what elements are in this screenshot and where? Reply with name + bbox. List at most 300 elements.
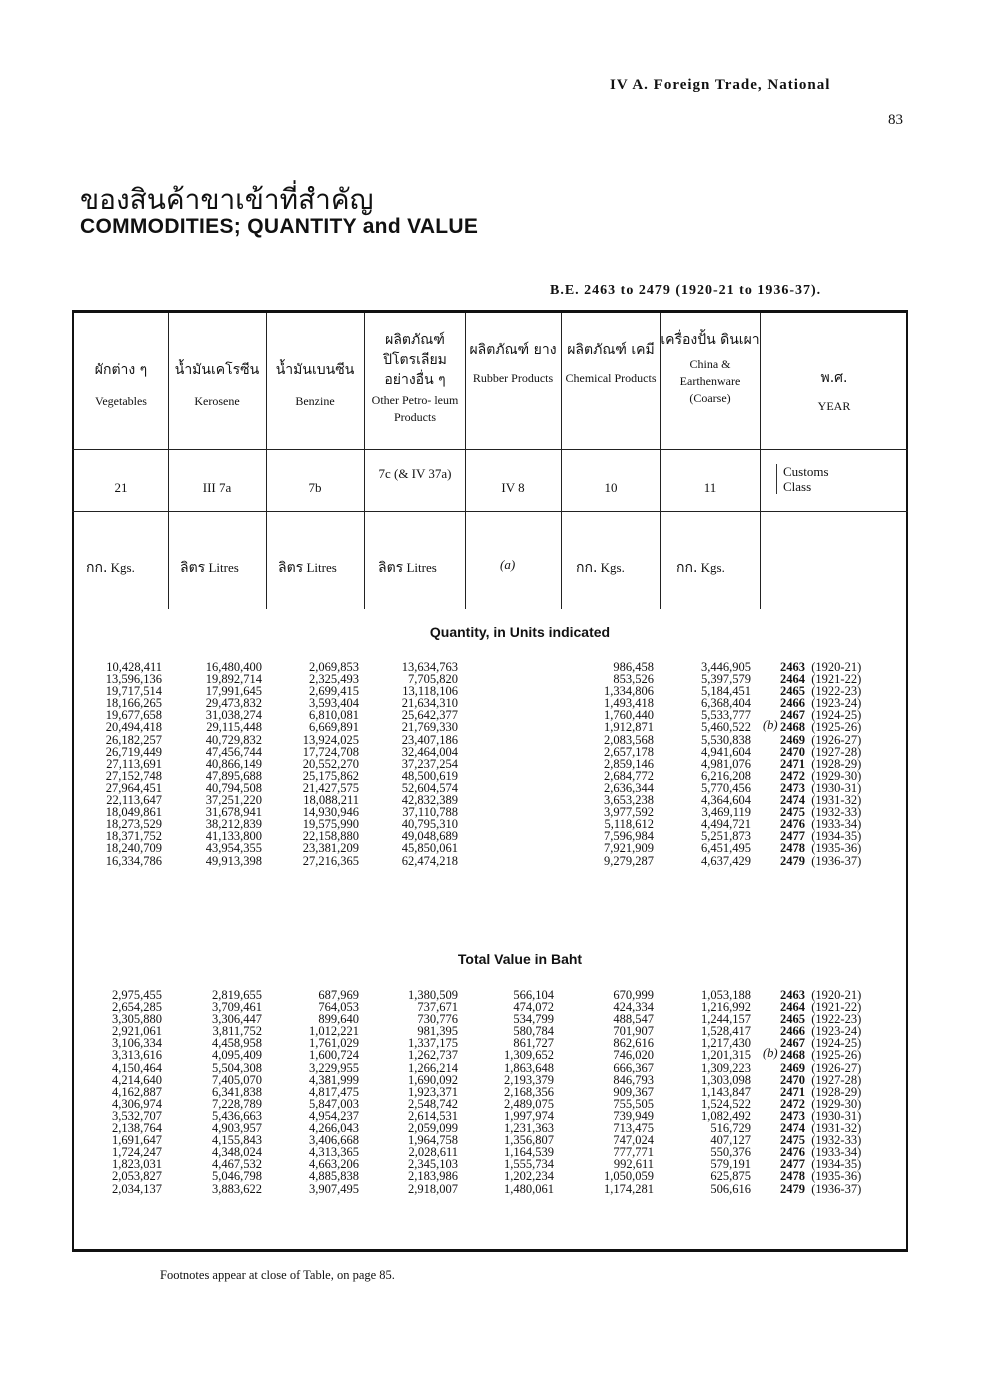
year-cell: 2475 (1932-33) xyxy=(780,1133,862,1148)
table-cell: 2,657,178 xyxy=(604,744,654,759)
table-cell: 6,216,208 xyxy=(701,768,751,783)
table-cell: 5,046,798 xyxy=(212,1169,262,1184)
table-cell: 5,118,612 xyxy=(604,817,654,832)
table-cell: 1,997,974 xyxy=(504,1108,554,1123)
table-cell: 2,325,493 xyxy=(309,672,359,687)
table-cell: 1,012,221 xyxy=(309,1024,359,1039)
col-header-rubber xyxy=(466,340,560,387)
table-cell: 32,464,004 xyxy=(401,744,458,759)
table-cell: 747,024 xyxy=(613,1133,654,1148)
table-cell: 1,761,029 xyxy=(309,1036,359,1051)
column-divider xyxy=(168,313,169,609)
table-cell: 1,050,059 xyxy=(604,1169,654,1184)
table-cell: 13,634,763 xyxy=(401,660,458,674)
table-cell: 4,817,475 xyxy=(309,1084,359,1099)
table-cell: 4,981,076 xyxy=(701,756,751,771)
table-cell: 666,367 xyxy=(613,1060,654,1075)
table-cell: 861,727 xyxy=(513,1036,554,1051)
table-cell: 4,381,999 xyxy=(309,1072,359,1087)
customs-class: 11 xyxy=(703,480,717,495)
table-cell: 19,677,658 xyxy=(105,708,162,723)
table-cell: 40,794,508 xyxy=(205,780,262,795)
table-cell: 3,883,622 xyxy=(212,1181,262,1196)
table-cell: 18,273,529 xyxy=(105,817,162,832)
col-header-en: Benzine xyxy=(295,394,335,408)
table-cell: 40,866,149 xyxy=(205,756,262,771)
table-cell: 1,528,417 xyxy=(701,1024,751,1039)
table-cell: 37,237,254 xyxy=(401,756,458,771)
table-cell: 1,217,430 xyxy=(701,1036,751,1051)
table-cell: 38,212,839 xyxy=(205,817,262,832)
table-cell: 27,964,451 xyxy=(105,780,162,795)
year-cell: 2463 (1920-21) xyxy=(780,988,862,1002)
table-cell: 506,616 xyxy=(710,1181,751,1196)
unit-label: ลิตร Litres xyxy=(180,560,239,576)
year-cell: 2469 (1926-27) xyxy=(780,732,862,747)
table-cell: 18,049,861 xyxy=(105,805,162,820)
table-cell: 37,251,220 xyxy=(205,793,262,808)
table-cell: 3,229,955 xyxy=(309,1060,359,1075)
table-cell: 27,113,691 xyxy=(106,756,162,771)
table-cell: 5,533,777 xyxy=(701,708,751,723)
table-cell: 1,337,175 xyxy=(408,1036,458,1051)
table-cell: 3,977,592 xyxy=(604,805,654,820)
title-thai: ของสินค้าขาเข้าที่สำคัญ xyxy=(80,183,374,216)
quantity-kerosene-column xyxy=(170,661,262,867)
customs-class: 7c (& IV 37a) xyxy=(378,466,452,481)
customs-class: IV 8 xyxy=(501,480,525,495)
table-cell: 1,231,363 xyxy=(504,1121,554,1136)
table-cell: 3,469,119 xyxy=(701,805,751,820)
table-cell: 7,596,984 xyxy=(604,829,654,844)
table-cell: 1,555,734 xyxy=(504,1157,554,1172)
table-cell: 550,376 xyxy=(710,1145,751,1160)
year-cell: 2473 (1930-31) xyxy=(780,780,862,795)
unit-label: กก. Kgs. xyxy=(676,560,725,576)
table-cell: 701,907 xyxy=(613,1024,654,1039)
table-cell: 1,863,648 xyxy=(504,1060,554,1075)
table-cell: 5,460,522 xyxy=(701,720,751,735)
table-cell: 19,892,714 xyxy=(205,672,262,687)
table-cell: 17,724,708 xyxy=(302,744,359,759)
table-cell: 2,034,137 xyxy=(112,1181,162,1196)
table-cell: 777,771 xyxy=(613,1145,654,1160)
table-cell: 4,637,429 xyxy=(701,853,751,868)
table-cell: 7,228,789 xyxy=(212,1096,262,1111)
table-cell: 16,334,786 xyxy=(105,853,162,868)
table-cell: 5,847,003 xyxy=(309,1096,359,1111)
col-header-thai: น้ำมันเคโรซีน xyxy=(174,362,260,378)
table-cell: 22,113,647 xyxy=(106,793,162,808)
table-cell: 1,760,440 xyxy=(604,708,654,723)
unit-label: ลิตร Litres xyxy=(278,560,337,576)
table-cell: 7,405,070 xyxy=(212,1072,262,1087)
year-cell: 2479 (1936-37) xyxy=(780,853,862,868)
table-cell: 713,475 xyxy=(613,1121,654,1136)
table-cell: 1,143,847 xyxy=(701,1084,751,1099)
table-cell: 1,524,522 xyxy=(701,1096,751,1111)
table-cell: 755,505 xyxy=(613,1096,654,1111)
year-cell: 2469 (1926-27) xyxy=(780,1060,862,1075)
table-cell: 19,717,514 xyxy=(105,684,162,699)
table-cell: 3,446,905 xyxy=(701,660,751,674)
table-cell: 20,494,418 xyxy=(105,720,162,735)
table-cell: 4,306,974 xyxy=(112,1096,162,1111)
quantity-china-column xyxy=(662,661,751,867)
table-cell: 27,216,365 xyxy=(302,853,359,868)
table-cell: 3,653,238 xyxy=(604,793,654,808)
col-header-thai: ผลิตภัณฑ์ เคมี xyxy=(567,342,655,358)
table-cell: 10,428,411 xyxy=(106,660,162,674)
value-benzine-column xyxy=(268,989,359,1195)
quantity-chemical-column xyxy=(564,661,654,867)
table-cell: 2,183,986 xyxy=(408,1169,458,1184)
table-cell: 13,596,136 xyxy=(105,672,162,687)
table-cell: 45,850,061 xyxy=(401,841,458,856)
customs-class: 21 xyxy=(114,480,128,495)
column-divider xyxy=(760,313,761,609)
year-cell: 2479 (1936-37) xyxy=(780,1181,862,1196)
table-cell: 2,193,379 xyxy=(504,1072,554,1087)
table-cell: 23,381,209 xyxy=(302,841,359,856)
table-cell: 2,921,061 xyxy=(112,1024,162,1039)
table-cell: 2,069,853 xyxy=(309,660,359,674)
table-cell: 31,038,274 xyxy=(205,708,262,723)
table-cell: 862,616 xyxy=(613,1036,654,1051)
table-cell: 1,691,647 xyxy=(112,1133,162,1148)
table-cell: 3,313,616 xyxy=(112,1048,162,1063)
year-cell: 2468 (1925-26) xyxy=(780,1048,862,1063)
quantity-vegetables-column xyxy=(76,661,162,867)
table-cell: 1,309,223 xyxy=(701,1060,751,1075)
table-cell: 580,784 xyxy=(513,1024,554,1039)
table-cell: 5,436,663 xyxy=(212,1108,262,1123)
value-chemical-column xyxy=(564,989,654,1195)
table-cell: 2,699,415 xyxy=(309,684,359,699)
year-note: (b) xyxy=(763,1046,778,1060)
table-cell: 730,776 xyxy=(417,1012,458,1027)
year-cell: 2470 (1927-28) xyxy=(780,1072,862,1087)
table-cell: 1,082,492 xyxy=(701,1108,751,1123)
table-cell: 23,407,186 xyxy=(401,732,458,747)
table-cell: 6,451,495 xyxy=(701,841,751,856)
year-cell: 2464 (1921-22) xyxy=(780,1000,862,1015)
table-cell: 2,614,531 xyxy=(408,1108,458,1123)
table-cell: 3,406,668 xyxy=(309,1133,359,1148)
year-note: (b) xyxy=(763,718,778,732)
table-cell: 40,729,832 xyxy=(205,732,262,747)
table-cell: 670,999 xyxy=(613,988,654,1002)
col-header-en: YEAR xyxy=(817,399,851,413)
table-cell: 2,975,455 xyxy=(112,988,162,1002)
table-cell: 3,306,447 xyxy=(212,1012,262,1027)
col-header-china xyxy=(660,330,760,407)
table-cell: 5,504,308 xyxy=(212,1060,262,1075)
table-cell: 3,709,461 xyxy=(212,1000,262,1015)
table-cell: 2,654,285 xyxy=(112,1000,162,1015)
year-cell: 2464 (1921-22) xyxy=(780,672,862,687)
table-cell: 579,191 xyxy=(710,1157,751,1172)
table-cell: 424,334 xyxy=(613,1000,654,1015)
table-cell: 37,110,788 xyxy=(402,805,458,820)
table-cell: 7,705,820 xyxy=(408,672,458,687)
col-header-chemical xyxy=(562,340,660,387)
table-cell: 2,059,099 xyxy=(408,1121,458,1136)
quantity-benzine-column xyxy=(268,661,359,867)
table-cell: 1,923,371 xyxy=(408,1084,458,1099)
year-cell: 2476 (1933-34) xyxy=(780,1145,862,1160)
year-cell: 2475 (1932-33) xyxy=(780,805,862,820)
col-header-other-petroleum xyxy=(366,330,464,426)
table-cell: 4,941,604 xyxy=(701,744,751,759)
table-cell: 5,397,579 xyxy=(701,672,751,687)
year-cell: 2476 (1933-34) xyxy=(780,817,862,832)
table-cell: 737,671 xyxy=(417,1000,458,1015)
column-divider xyxy=(266,313,267,609)
col-header-kerosene xyxy=(168,360,266,410)
table-cell: 3,532,707 xyxy=(112,1108,162,1123)
table-cell: 2,138,764 xyxy=(112,1121,162,1136)
table-cell: 2,028,611 xyxy=(408,1145,458,1160)
table-cell: 846,793 xyxy=(613,1072,654,1087)
table-cell: 1,303,098 xyxy=(701,1072,751,1087)
table-cell: 1,912,871 xyxy=(604,720,654,735)
table-cell: 3,106,334 xyxy=(112,1036,162,1051)
year-cell: 2472 (1929-30) xyxy=(780,1096,862,1111)
table-cell: 7,921,909 xyxy=(604,841,654,856)
col-header-thai: น้ำมันเบนซีน xyxy=(275,362,355,378)
table-cell: 1,266,214 xyxy=(408,1060,458,1075)
table-cell: 13,924,025 xyxy=(302,732,359,747)
table-cell: 1,334,806 xyxy=(604,684,654,699)
year-cell: 2474 (1931-32) xyxy=(780,793,862,808)
page-title: COMMODITIES; QUANTITY and VALUE xyxy=(80,215,479,238)
table-cell: 4,348,024 xyxy=(212,1145,262,1160)
table-cell: 21,769,330 xyxy=(401,720,458,735)
table-cell: 4,903,957 xyxy=(212,1121,262,1136)
unit-label: กก. Kgs. xyxy=(576,560,625,576)
quantity-year-column xyxy=(780,661,861,867)
col-header-en: China & Earthenware (Coarse) xyxy=(679,357,741,405)
table-cell: 41,133,800 xyxy=(205,829,262,844)
table-cell: 1,053,188 xyxy=(701,988,751,1002)
table-cell: 19,575,990 xyxy=(302,817,359,832)
table-cell: 52,604,574 xyxy=(401,780,458,795)
table-cell: 17,991,645 xyxy=(205,684,262,699)
period-label: B.E. 2463 to 2479 (1920-21 to 1936-37). xyxy=(550,283,822,298)
table-cell: 5,530,838 xyxy=(701,732,751,747)
year-cell: 2471 (1928-29) xyxy=(780,756,862,771)
value-rubber-column xyxy=(466,989,554,1195)
table-cell: 3,907,495 xyxy=(309,1181,359,1196)
year-cell: 2472 (1929-30) xyxy=(780,768,862,783)
year-cell: 2478 (1935-36) xyxy=(780,1169,862,1184)
table-cell: 13,118,106 xyxy=(402,684,458,699)
table-cell: 5,770,456 xyxy=(701,780,751,795)
col-header-en: Chemical Products xyxy=(565,371,657,385)
table-cell: 2,053,827 xyxy=(112,1169,162,1184)
year-cell: 2466 (1923-24) xyxy=(780,696,862,711)
table-cell: 2,083,568 xyxy=(604,732,654,747)
table-cell: 40,795,310 xyxy=(401,817,458,832)
table-cell: 1,202,234 xyxy=(504,1169,554,1184)
table-cell: 4,266,043 xyxy=(309,1121,359,1136)
table-cell: 21,427,575 xyxy=(302,780,359,795)
table-cell: 49,913,398 xyxy=(205,853,262,868)
table-cell: 4,155,843 xyxy=(212,1133,262,1148)
table-cell: 2,345,103 xyxy=(408,1157,458,1172)
table-cell: 2,636,344 xyxy=(604,780,654,795)
table-cell: 47,895,688 xyxy=(205,768,262,783)
table-cell: 1,493,418 xyxy=(604,696,654,711)
table-cell: 534,799 xyxy=(513,1012,554,1027)
table-cell: 4,458,958 xyxy=(212,1036,262,1051)
table-cell: 516,729 xyxy=(710,1121,751,1136)
table-cell: 2,548,742 xyxy=(408,1096,458,1111)
table-cell: 49,048,689 xyxy=(401,829,458,844)
col-header-en: Vegetables xyxy=(95,394,147,408)
section-value-heading: Total Value in Baht xyxy=(457,951,583,967)
value-kerosene-column xyxy=(170,989,262,1195)
table-cell: 1,600,724 xyxy=(309,1048,359,1063)
table-cell: 26,182,257 xyxy=(105,732,162,747)
table-cell: 1,480,061 xyxy=(504,1181,554,1196)
year-cell: 2463 (1920-21) xyxy=(780,660,862,674)
table-cell: 3,305,880 xyxy=(112,1012,162,1027)
table-cell: 1,356,807 xyxy=(504,1133,554,1148)
footnote: Footnotes appear at close of Table, on page 85. xyxy=(160,1268,395,1282)
table-cell: 31,678,941 xyxy=(205,805,262,820)
customs-class-label: Customs Class xyxy=(776,464,853,494)
table-cell: 42,832,389 xyxy=(401,793,458,808)
table-cell: 1,164,539 xyxy=(504,1145,554,1160)
table-cell: 4,885,838 xyxy=(309,1169,359,1184)
column-divider xyxy=(364,313,365,609)
table-cell: 2,859,146 xyxy=(604,756,654,771)
table-cell: 2,489,075 xyxy=(504,1096,554,1111)
year-cell: 2467 (1924-25) xyxy=(780,1036,862,1051)
table-cell: 4,663,206 xyxy=(309,1157,359,1172)
table-cell: 14,930,946 xyxy=(302,805,359,820)
table-cell: 62,474,218 xyxy=(401,853,458,868)
table-cell: 2,168,356 xyxy=(504,1084,554,1099)
table-cell: 407,127 xyxy=(710,1133,751,1148)
table-cell: 18,088,211 xyxy=(303,793,359,808)
table-cell: 25,175,862 xyxy=(302,768,359,783)
table-cell: 20,552,270 xyxy=(302,756,359,771)
table-cell: 4,313,365 xyxy=(309,1145,359,1160)
table-cell: 853,526 xyxy=(613,672,654,687)
table-cell: 3,811,752 xyxy=(212,1024,262,1039)
running-head: IV A. Foreign Trade, National xyxy=(610,77,831,93)
table-cell: 18,166,265 xyxy=(105,696,162,711)
page-number: 83 xyxy=(888,112,903,128)
year-cell: 2473 (1930-31) xyxy=(780,1108,862,1123)
header-rule xyxy=(72,511,908,512)
table-cell: 4,364,604 xyxy=(701,793,751,808)
value-vegetables-column xyxy=(76,989,162,1195)
col-header-year xyxy=(762,368,906,415)
table-cell: 22,158,880 xyxy=(302,829,359,844)
year-cell: 2466 (1923-24) xyxy=(780,1024,862,1039)
table-cell: 1,262,737 xyxy=(408,1048,458,1063)
table-cell: 474,072 xyxy=(513,1000,554,1015)
table-cell: 488,547 xyxy=(613,1012,654,1027)
table-cell: 29,473,832 xyxy=(205,696,262,711)
table-cell: 2,918,007 xyxy=(408,1181,458,1196)
table-cell: 6,341,838 xyxy=(212,1084,262,1099)
table-cell: 9,279,287 xyxy=(604,853,654,868)
table-cell: 18,240,709 xyxy=(105,841,162,856)
table-cell: 4,214,640 xyxy=(112,1072,162,1087)
year-cell: 2474 (1931-32) xyxy=(780,1121,862,1136)
table-cell: 29,115,448 xyxy=(206,720,262,735)
col-header-en: Kerosene xyxy=(194,394,240,408)
table-cell: 5,184,451 xyxy=(701,684,751,699)
table-cell: 739,949 xyxy=(613,1108,654,1123)
table-cell: 909,367 xyxy=(613,1084,654,1099)
table-cell: 4,954,237 xyxy=(309,1108,359,1123)
unit-label: กก. Kgs. xyxy=(86,560,135,576)
table-cell: 2,819,655 xyxy=(212,988,262,1002)
col-header-thai: พ.ศ. xyxy=(820,370,848,386)
customs-class: III 7a xyxy=(202,480,232,495)
table-cell: 1,244,157 xyxy=(701,1012,751,1027)
unit-label: (a) xyxy=(500,557,516,572)
year-cell: 2468 (1925-26) xyxy=(780,720,862,735)
table-cell: 25,642,377 xyxy=(401,708,458,723)
table-cell: 1,380,509 xyxy=(408,988,458,1002)
year-cell: 2478 (1935-36) xyxy=(780,841,862,856)
col-header-vegetables xyxy=(74,360,168,410)
col-header-en: Other Petro- leum Products xyxy=(371,393,459,424)
table-cell: 1,309,652 xyxy=(504,1048,554,1063)
table-cell: 4,467,532 xyxy=(212,1157,262,1172)
table-cell: 566,104 xyxy=(513,988,554,1002)
table-cell: 6,810,081 xyxy=(309,708,359,723)
table-cell: 625,875 xyxy=(710,1169,751,1184)
table-cell: 43,954,355 xyxy=(205,841,262,856)
year-cell: 2471 (1928-29) xyxy=(780,1084,862,1099)
table-cell: 26,719,449 xyxy=(105,744,162,759)
table-cell: 6,669,891 xyxy=(309,720,359,735)
year-cell: 2477 (1934-35) xyxy=(780,829,862,844)
table-cell: 48,500,619 xyxy=(401,768,458,783)
table-cell: 4,162,887 xyxy=(112,1084,162,1099)
table-cell: 18,371,752 xyxy=(105,829,162,844)
table-cell: 1,823,031 xyxy=(112,1157,162,1172)
year-cell: 2470 (1927-28) xyxy=(780,744,862,759)
table-cell: 992,611 xyxy=(613,1157,654,1172)
table-cell: 4,095,409 xyxy=(212,1048,262,1063)
col-header-en: Rubber Products xyxy=(472,371,554,385)
year-cell: 2467 (1924-25) xyxy=(780,708,862,723)
year-cell: 2477 (1934-35) xyxy=(780,1157,862,1172)
table-cell: 4,150,464 xyxy=(112,1060,162,1075)
col-header-thai: ผลิตภัณฑ์ ยาง xyxy=(469,342,557,358)
value-year-column xyxy=(780,989,861,1195)
table-cell: 1,216,992 xyxy=(701,1000,751,1015)
table-cell: 3,593,404 xyxy=(309,696,359,711)
table-cell: 47,456,744 xyxy=(205,744,262,759)
table-cell: 764,053 xyxy=(318,1000,359,1015)
table-cell: 4,494,721 xyxy=(701,817,751,832)
table-cell: 6,368,404 xyxy=(701,696,751,711)
table-cell: 27,152,748 xyxy=(105,768,162,783)
table-cell: 986,458 xyxy=(613,660,654,674)
col-header-thai: ผลิตภัณฑ์ ปิโตรเลียม อย่างอื่น ๆ xyxy=(383,332,447,388)
header-rule xyxy=(72,449,908,450)
